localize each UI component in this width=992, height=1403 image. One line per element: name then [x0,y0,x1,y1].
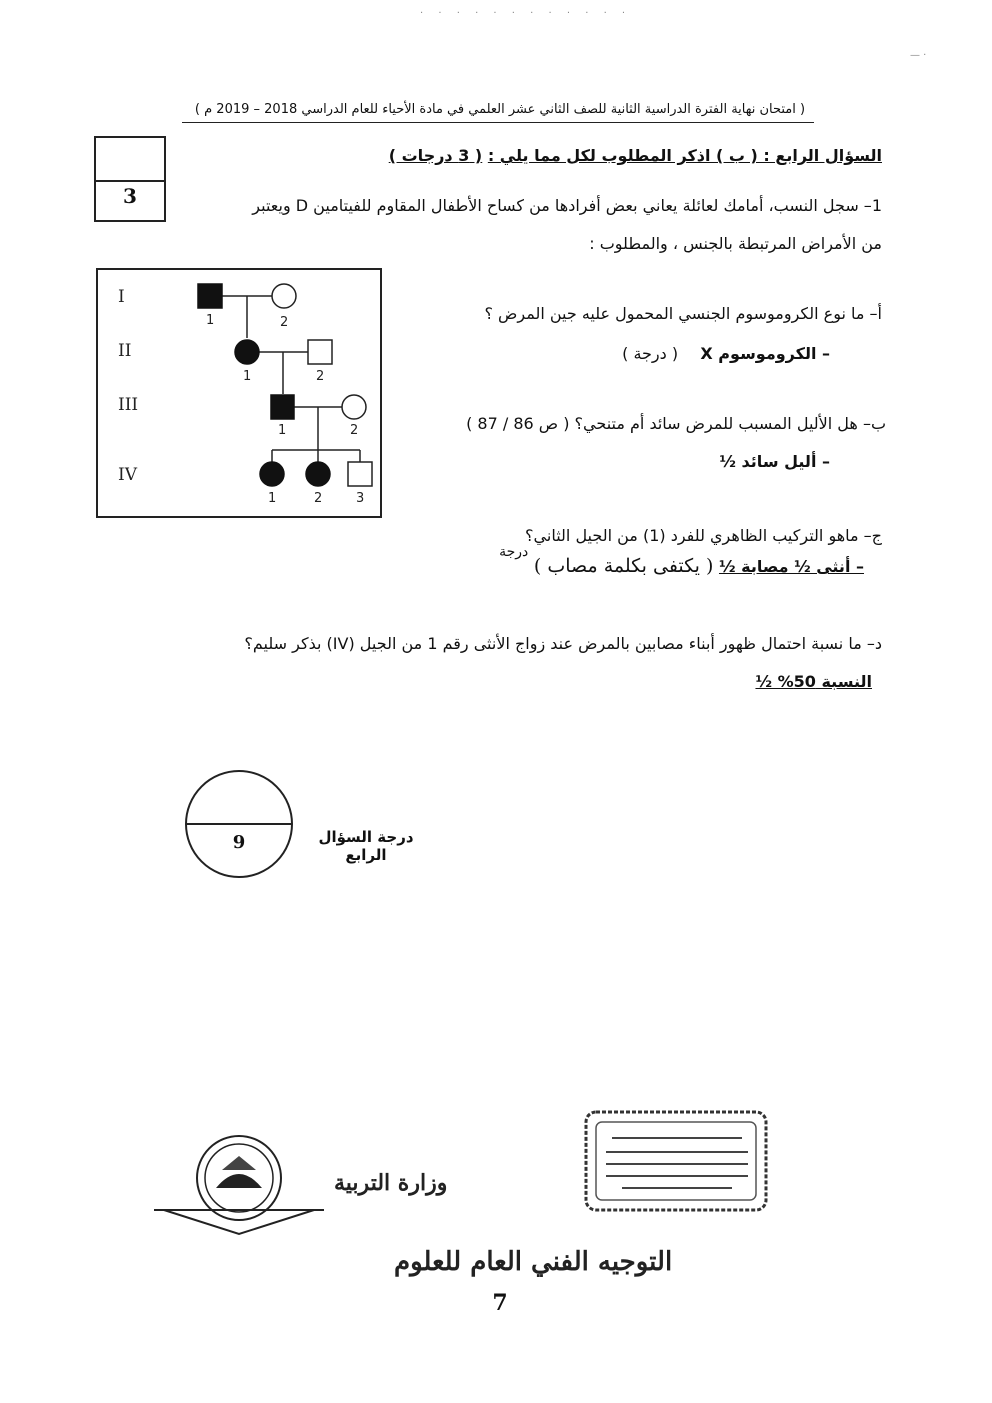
item-c-answer-text: – أنثى ½ مصابة ½ [718,557,864,576]
pedigree-label-III1: 1 [278,423,287,438]
question-intro-line1: 1– سجل النسب، أمامك لعائلة يعاني بعض أفرادها من كساح الأطفال المقاوم للفيتامين D ويعتبر [252,196,882,215]
item-c-handwritten-note: ( يكتفى بكلمة مصاب ) [533,555,714,577]
item-c-answer [499,544,864,577]
pedigree-label-IV1: 1 [268,491,277,506]
item-b-question: ب– هل الأليل المسبب للمرض سائد أم متنحي؟ ( ص 86 / 87 ) [466,414,886,433]
ministry-emblem [104,1130,673,1290]
dhow-icon [216,1174,262,1188]
gen-label-II: II [118,341,132,361]
total-score-label: درجة السؤال الرابع [318,828,414,864]
total-circle-divider [187,823,291,825]
item-a-answer-text: – الكروموسوم X [700,344,830,363]
item-b-answer: – أليل سائد ½ [719,452,830,471]
scan-noise-mark: — · [910,50,927,61]
item-a-question: أ– ما نوع الكروموسوم الجنسي المحمول عليه جين المرض ؟ [484,304,882,323]
gen-label-IV: IV [118,465,137,485]
scan-noise: · · · · · · · · · · · · [420,8,632,19]
question-intro-line2: من الأمراض المرتبطة بالجنس ، والمطلوب : [589,234,882,253]
ministry-logo-line1: وزارة التربية [334,1170,448,1196]
pedigree-label-IV2: 2 [314,491,323,506]
question-title-prefix: السؤال الرابع : ( ب ) اذكر المطلوب لكل مما يلي : [487,146,882,165]
pedigree-label-III2: 2 [350,423,359,438]
ministry-emblem-svg [104,1130,673,1290]
official-stamp [582,1108,770,1214]
pedigree-label-IV3: 3 [356,491,365,506]
question-score-box [94,136,166,222]
pedigree-IV3-normal-male [348,462,372,486]
pedigree-IV1-affected-female [260,462,284,486]
item-c-handwritten-mark: درجة [499,544,529,560]
score-box-value: 3 [123,184,137,208]
pedigree-I1-affected-male [198,284,222,308]
stamp-svg [582,1108,770,1214]
header-underline [182,122,814,123]
pedigree-label-II1: 1 [243,369,252,384]
ministry-logo-line2: التوجيه الفني العام للعلوم [394,1247,673,1277]
exam-header: ( امتحان نهاية الفترة الدراسية الثانية للصف الثاني عشر العلمي في مادة الأحياء للعام الدراسي 2018 – 2019 م ) [194,102,806,117]
pedigree-label-II2: 2 [316,369,325,384]
gen-label-I: I [118,287,125,307]
pedigree-svg [98,270,380,516]
pedigree-III2-normal-female [342,395,366,419]
total-score-circle [185,770,293,878]
pedigree-label-I1: 1 [206,313,215,328]
pedigree-IV2-affected-female [306,462,330,486]
question-title-marks: ( 3 درجات ) [388,146,483,165]
total-score-value: 9 [232,832,246,853]
pedigree-label-I2: 2 [280,315,289,330]
pedigree-II2-normal-male [308,340,332,364]
page-number: 7 [492,1290,508,1316]
question-title [389,146,882,165]
gen-label-III: III [118,395,139,415]
pedigree-II1-affected-female [235,340,259,364]
pedigree-chart [96,268,382,518]
score-box-divider [96,180,164,182]
item-d-answer: النسبة 50% ½ [755,672,872,691]
item-d-question: د– ما نسبة احتمال ظهور أبناء مصابين بالمرض عند زواج الأنثى رقم 1 من الجيل (IV) بذكر سليم؟ [244,634,882,653]
pedigree-III1-affected-male [271,395,294,419]
pedigree-I2-normal-female [272,284,296,308]
item-a-answer [622,344,830,363]
item-c-question: ج– ماهو التركيب الظاهري للفرد (1) من الجيل الثاني؟ [525,526,882,545]
item-a-mark: ( درجة ) [622,344,679,363]
